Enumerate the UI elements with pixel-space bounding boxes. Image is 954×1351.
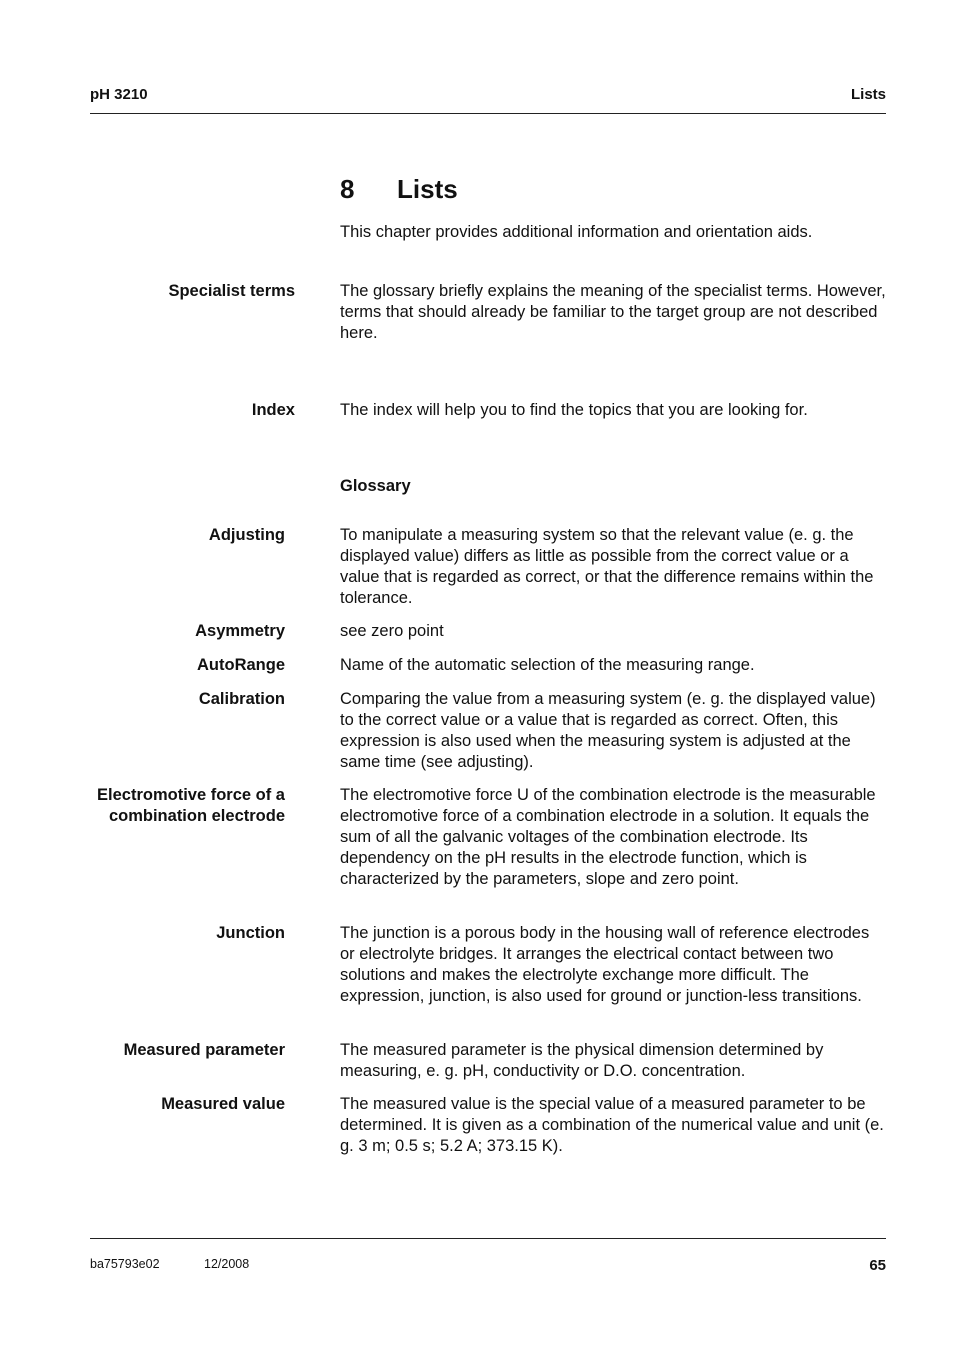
glossary-term: Measured value xyxy=(161,1095,285,1113)
glossary-definition: The junction is a porous body in the housing wall of reference electrodes or electrolyte bridges. It arranges the electrical contact between two solutions and makes the electrolyte exchange more difficult. The expression, junction, is also used for ground or junction-less transitions. xyxy=(340,924,870,1005)
glossary-definition: The measured value is the special value of a measured parameter to be determined. It is given as a combination of the numerical value and unit (e. g. 3 m; 0.5 s; 5.2 A; 373.15 K). xyxy=(340,1095,884,1155)
side-label-specialist-terms: Specialist terms xyxy=(168,282,295,300)
glossary-term: Electromotive force of a combination electrode xyxy=(97,786,285,825)
chapter-number: 8 xyxy=(340,174,355,204)
specialist-terms-text: The glossary briefly explains the meaning of the specialist terms. However, terms that should already be familiar to the target group are not described here. xyxy=(340,282,886,342)
glossary-term: Asymmetry xyxy=(195,622,285,640)
glossary-definition: see zero point xyxy=(340,622,444,640)
glossary-definition: Name of the automatic selection of the measuring range. xyxy=(340,656,755,674)
glossary-definition: To manipulate a measuring system so that the relevant value (e. g. the displayed value) differs as little as possible from the correct value or a value that is regarded as correct, or that the difference remains within the tolerance. xyxy=(340,526,874,607)
index-text: The index will help you to find the topics that you are looking for. xyxy=(340,401,808,419)
glossary-definition: Comparing the value from a measuring system (e. g. the displayed value) to the correct value or a value that is regarded as correct. Often, this expression is also used when the measuring system is adjusted at the same time (see adjusting). xyxy=(340,690,876,771)
glossary-term: Calibration xyxy=(198,690,285,708)
chapter-intro: This chapter provides additional information and orientation aids. xyxy=(340,223,813,241)
side-label-index: Index xyxy=(251,401,295,419)
glossary-term: AutoRange xyxy=(197,656,285,674)
footer-doc-id: ba75793e02 xyxy=(90,1257,160,1271)
glossary-heading: Glossary xyxy=(340,477,411,495)
page-number: 65 xyxy=(869,1257,886,1274)
glossary-definition: The measured parameter is the physical dimension determined by measuring, e. g. pH, conductivity or D.O. concentration. xyxy=(340,1041,824,1080)
header-section: Lists xyxy=(850,86,886,103)
glossary-term: Junction xyxy=(216,924,285,942)
glossary-term: Adjusting xyxy=(208,526,285,544)
footer-date: 12/2008 xyxy=(204,1257,250,1271)
header-product: pH 3210 xyxy=(90,86,148,103)
footer-divider xyxy=(90,1238,886,1239)
glossary-term: Measured parameter xyxy=(123,1041,285,1059)
glossary-definition: The electromotive force U of the combination electrode is the measurable electromotive force of a combination electrode in a solution. It equals the sum of all the galvanic voltages of the combination electrode. Its dependency on the pH results in the electrode function, which is characterized by the parameters, slope and zero point. xyxy=(340,786,876,888)
header-divider xyxy=(90,113,886,114)
chapter-title: Lists xyxy=(397,174,458,204)
